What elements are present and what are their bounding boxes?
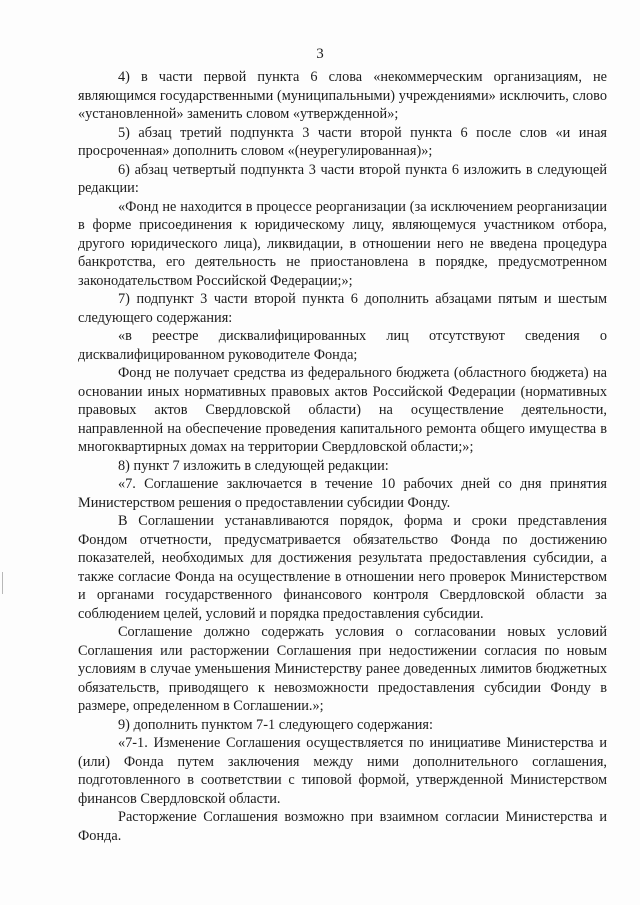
paragraph-item-8: 8) пункт 7 изложить в следующей редакции: (118, 457, 389, 474)
page-number: 3 (316, 46, 324, 62)
paragraph-item-4: 4) в части первой пункта 6 слова «некоммерческим организациям, не являющимся государственными (муниципальными) учреждениями» исключить, слово «установленной» заменить словом «утвержденной»; (78, 69, 607, 122)
paragraph-item-9-quote-2: Расторжение Соглашения возможно при взаимном согласии Министерства и Фонда. (78, 809, 607, 844)
paragraph-item-6-quote: «Фонд не находится в процессе реорганизации (за исключением реорганизации в форме присоединения к юридическому лицу, являющемуся участником отбора, другого юридического лица), ликвидации, в отношении него не введена процедура банкротства, его деятельность не приостановлена в порядке, предусмотренном законодательством Российской Федерации;»; (78, 198, 607, 289)
paragraph-item-9: 9) дополнить пунктом 7-1 следующего содержания: (118, 716, 433, 733)
paragraph-item-7: 7) подпункт 3 части второй пункта 6 дополнить абзацами пятым и шестым следующего содержания: (78, 291, 607, 326)
paragraph-item-8-quote-1: «7. Соглашение заключается в течение 10 рабочих дней со дня принятия Министерством решения о предоставлении субсидии Фонду. (78, 476, 607, 511)
paragraph-item-8-quote-3: Соглашение должно содержать условия о согласовании новых условий Соглашения или расторжении Соглашения при недостижении согласия по новым условиям в случае уменьшения Министерству ранее доведенных лимитов бюджетных обязательств, приводящего к невозможности предоставления субсидии Фонду в размере, определенном в Соглашении.»; (78, 624, 607, 714)
paragraph-item-8-quote-2: В Соглашении устанавливаются порядок, форма и сроки представления Фондом отчетности, предусматривается обязательство Фонда по достижению показателей, необходимых для достижения результата предоставления субсидии, а также согласие Фонда на осуществление в отношении него проверок Министерством и органами государственного финансового контроля Свердловской области за соблюдением целей, условий и порядка предоставления субсидии. (78, 513, 607, 622)
paragraph-item-5: 5) абзац третий подпункта 3 части второй пункта 6 после слов «и иная просроченная» дополнить словом «(неурегулированная)»; (78, 124, 607, 159)
paragraph-item-7-quote-2: Фонд не получает средства из федерального бюджета (областного бюджета) на основании иных нормативных правовых актов Российской Федерации (нормативных правовых актов Свердловской области) на осуществление деятельности, направленной на обеспечение проведения капитального ремонта общего имущества в многоквартирных домах на территории Свердловской области;»; (78, 365, 607, 455)
paragraph-item-9-quote-1: «7-1. Изменение Соглашения осуществляется по инициативе Министерства и (или) Фонда путем заключения между ними дополнительного соглашения, подготовленного в соответствии с типовой формой, утвержденной Министерством финансов Свердловской области. (78, 735, 607, 807)
paragraph-item-7-quote-1: «в реестре дисквалифицированных лиц отсутствуют сведения о дисквалифицированном руководителе Фонда; (78, 328, 607, 363)
paragraph-item-6: 6) абзац четвертый подпункта 3 части второй пункта 6 изложить в следующей редакции: (78, 161, 607, 196)
scan-margin-mark (2, 572, 3, 594)
document-body (78, 68, 607, 845)
